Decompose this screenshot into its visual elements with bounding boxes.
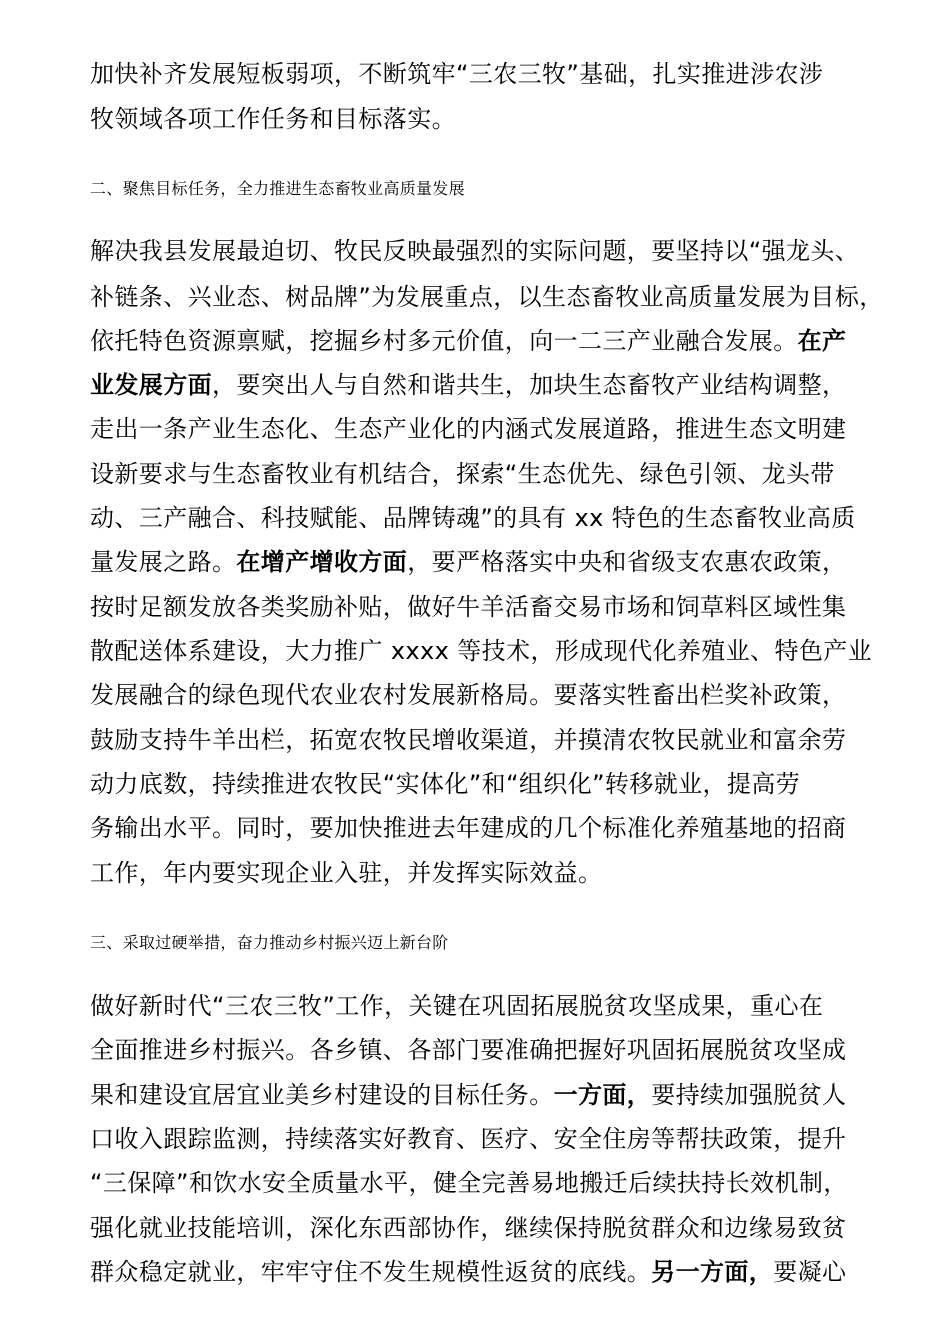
- body-text: 群众稳定就业，牢牢守住不发生规模性返贫的底线。: [90, 1258, 652, 1286]
- section-2-line: 动力底数，持续推进农牧民“实体化”和“组织化”转移就业，提高劳: [90, 770, 801, 798]
- section-2-line: 解决我县发展最迫切、牧民反映最强烈的实际问题，要坚持以“强龙头、: [90, 237, 860, 265]
- section-2-line: 散配送体系建设，大力推广 xxxx 等技术，形成现代化养殖业、特色产业: [90, 637, 873, 665]
- section-3-line: 全面推进乡村振兴。各乡镇、各部门要准确把握好巩固拓展脱贫攻坚成: [90, 1036, 847, 1064]
- intro-line-2: 牧领域各项工作任务和目标落实。: [90, 105, 456, 133]
- bold-lead-text: 业发展方面: [90, 371, 212, 399]
- section-3-line: [90, 1080, 846, 1110]
- section-2-line: 走出一条产业生态化、生态产业化的内涵式发展道路，推进生态文明建: [90, 415, 847, 443]
- section-3-line: 强化就业技能培训，深化东西部协作，继续保持脱贫群众和边缘易致贫: [90, 1214, 847, 1242]
- section-2-heading: 二、聚焦目标任务，全力推进生态畜牧业高质量发展: [90, 179, 465, 198]
- bold-lead-text: 另一方面，: [651, 1258, 774, 1286]
- section-2-line: 动、三产融合、科技赋能、品牌铸魂”的具有 xx 特色的生态畜牧业高质: [90, 504, 856, 532]
- section-3-line: [90, 1257, 846, 1287]
- section-3-line: 口收入跟踪监测，持续落实好教育、医疗、安全住房等帮扶政策，提升: [90, 1125, 847, 1153]
- bold-lead-text: 在产: [797, 327, 847, 355]
- section-2-line: 按时足额发放各类奖励补贴，做好牛羊活畜交易市场和饲草料区域性集: [90, 593, 847, 621]
- section-3-heading: 三、采取过硬举措，奋力推动乡村振兴迈上新台阶: [90, 933, 449, 952]
- body-text: 依托特色资源禀赋，挖掘乡村多元价值，向一二三产业融合发展。: [90, 327, 798, 355]
- bold-lead-text: 一方面，: [553, 1081, 652, 1109]
- section-2-line: 工作，年内要实现企业入驻，并发挥实际效益。: [90, 859, 603, 887]
- section-2-line: 设新要求与生态畜牧业有机结合，探索“生态优先、绿色引领、龙头带: [90, 460, 835, 488]
- body-text: 量发展之路。: [90, 548, 237, 576]
- body-text: ，要突出人与自然和谐共生，加块生态畜牧产业结构调整，: [212, 371, 847, 399]
- bold-lead-text: 在增产增收方面: [236, 548, 408, 576]
- body-text: ，要严格落实中央和省级支农惠农政策，: [407, 548, 847, 576]
- section-3-line: 做好新时代“三农三牧”工作，关键在巩固拓展脱贫攻坚成果，重心在: [90, 992, 824, 1020]
- body-text: 要持续加强脱贫人: [651, 1081, 847, 1109]
- section-2-line: 务输出水平。同时，要加快推进去年建成的几个标准化养殖基地的招商: [90, 814, 847, 842]
- section-2-line: 鼓励支持牛羊出栏，拓宽农牧民增收渠道，并摸清农牧民就业和富余劳: [90, 726, 847, 754]
- body-text: 果和建设宜居宜业美乡村建设的目标任务。: [90, 1081, 554, 1109]
- body-text: 要凝心: [773, 1258, 847, 1286]
- section-2-line: 补链条、兴业态、树品牌”为发展重点，以生态畜牧业高质量发展为目标，: [90, 283, 884, 311]
- section-2-line: [90, 326, 846, 356]
- section-2-line: [90, 370, 846, 400]
- section-2-line: [90, 547, 846, 577]
- section-2-line: 发展融合的绿色现代农业农村发展新格局。要落实牲畜出栏奖补政策，: [90, 681, 847, 709]
- section-3-line: “三保障”和饮水安全质量水平，健全完善易地搬迁后续扶持长效机制，: [90, 1169, 848, 1197]
- intro-line-1: 加快补齐发展短板弱项，不断筑牢“三农三牧”基础，扎实推进涉农涉: [90, 60, 824, 88]
